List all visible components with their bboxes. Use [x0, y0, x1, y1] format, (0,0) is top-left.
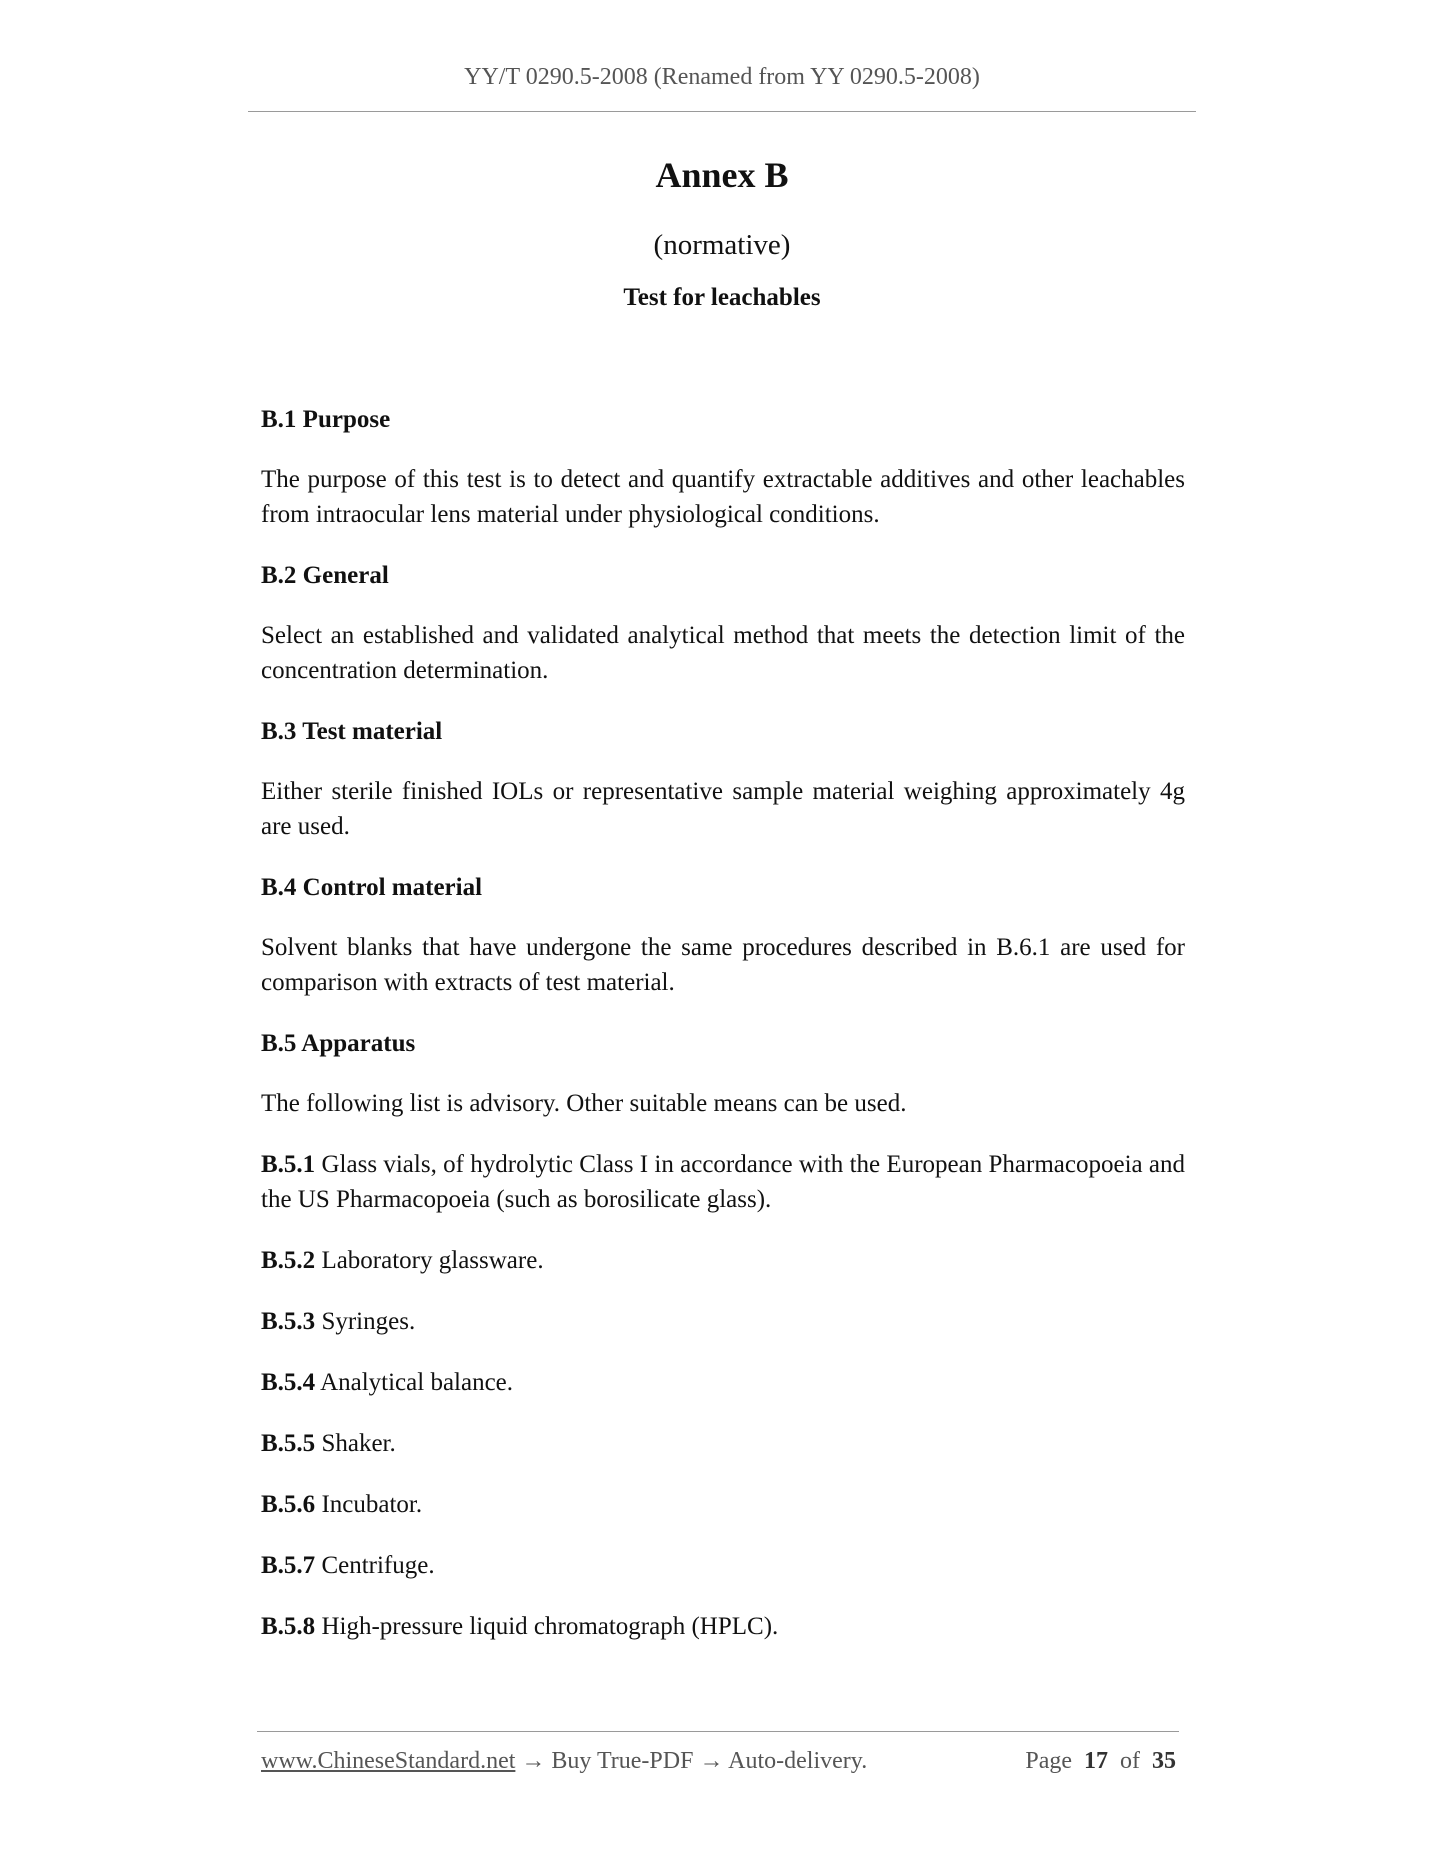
- of-label: of: [1120, 1748, 1140, 1774]
- buy-pdf-text: Buy True-PDF: [551, 1748, 694, 1774]
- item-text: High-pressure liquid chromatograph (HPLC).: [321, 1613, 779, 1640]
- header-divider: [248, 111, 1196, 112]
- item-text: Laboratory glassware.: [321, 1247, 544, 1274]
- page-indicator: [1025, 1748, 1176, 1775]
- annex-title: Annex B: [655, 155, 789, 195]
- item-text: Syringes.: [321, 1308, 416, 1335]
- item-number: B.5.6: [261, 1491, 316, 1518]
- annex-type: (normative): [653, 229, 791, 261]
- page-header: YY/T 0290.5-2008 (Renamed from YY 0290.5-2008): [464, 64, 980, 90]
- item-number: B.5.5: [261, 1430, 316, 1457]
- item-number: B.5.7: [261, 1552, 316, 1579]
- item-number: B.5.1: [261, 1151, 316, 1178]
- section-text-general: Select an established and validated analytical method that meets the detection limit of the concentration determination.: [261, 622, 1185, 684]
- section-text-test-material: Either sterile finished IOLs or representative sample material weighing approximately 4g are used.: [261, 778, 1185, 840]
- apparatus-item: [261, 1147, 1185, 1217]
- arrow-right-icon: →: [699, 1748, 724, 1774]
- item-number: B.5.8: [261, 1613, 316, 1640]
- section-heading-purpose: B.1 Purpose: [261, 406, 391, 433]
- item-text: Glass vials, of hydrolytic Class I in accordance with the European Pharmacopoeia and the US Pharmacopoeia (such as borosilicate glass).: [261, 1151, 1186, 1213]
- item-text: Incubator.: [321, 1491, 423, 1518]
- item-number: B.5.4: [261, 1369, 316, 1396]
- footer-divider: [257, 1731, 1179, 1732]
- site-link[interactable]: www.ChineseStandard.net: [261, 1748, 516, 1774]
- apparatus-item: [261, 1243, 1185, 1278]
- item-number: B.5.3: [261, 1308, 316, 1335]
- section-heading-apparatus: B.5 Apparatus: [261, 1030, 416, 1057]
- apparatus-item: [261, 1426, 1185, 1461]
- arrow-right-icon: →: [521, 1748, 546, 1774]
- item-text: Centrifuge.: [321, 1552, 435, 1579]
- item-text: Shaker.: [321, 1430, 396, 1457]
- item-text: Analytical balance.: [320, 1369, 514, 1396]
- section-text-purpose: The purpose of this test is to detect and quantify extractable additives and other leachables from intraocular lens material under physiological conditions.: [261, 466, 1185, 528]
- page-number: 17: [1084, 1748, 1108, 1774]
- section-heading-control-material: B.4 Control material: [261, 874, 483, 901]
- document-body: [261, 402, 1185, 1670]
- section-text-apparatus: The following list is advisory. Other suitable means can be used.: [261, 1090, 907, 1117]
- section-heading-test-material: B.3 Test material: [261, 718, 443, 745]
- apparatus-item: [261, 1304, 1185, 1339]
- section-text-control-material: Solvent blanks that have undergone the same procedures described in B.6.1 are used for comparison with extracts of test material.: [261, 934, 1185, 996]
- page-total: 35: [1152, 1748, 1176, 1774]
- page-label: Page: [1025, 1748, 1072, 1774]
- item-number: B.5.2: [261, 1247, 316, 1274]
- apparatus-item: [261, 1548, 1185, 1583]
- page-footer: [261, 1748, 1179, 1775]
- annex-name: Test for leachables: [623, 284, 821, 311]
- apparatus-item: [261, 1609, 1185, 1644]
- apparatus-item: [261, 1365, 1185, 1400]
- delivery-text: Auto-delivery.: [728, 1748, 868, 1774]
- apparatus-item: [261, 1487, 1185, 1522]
- section-heading-general: B.2 General: [261, 562, 389, 589]
